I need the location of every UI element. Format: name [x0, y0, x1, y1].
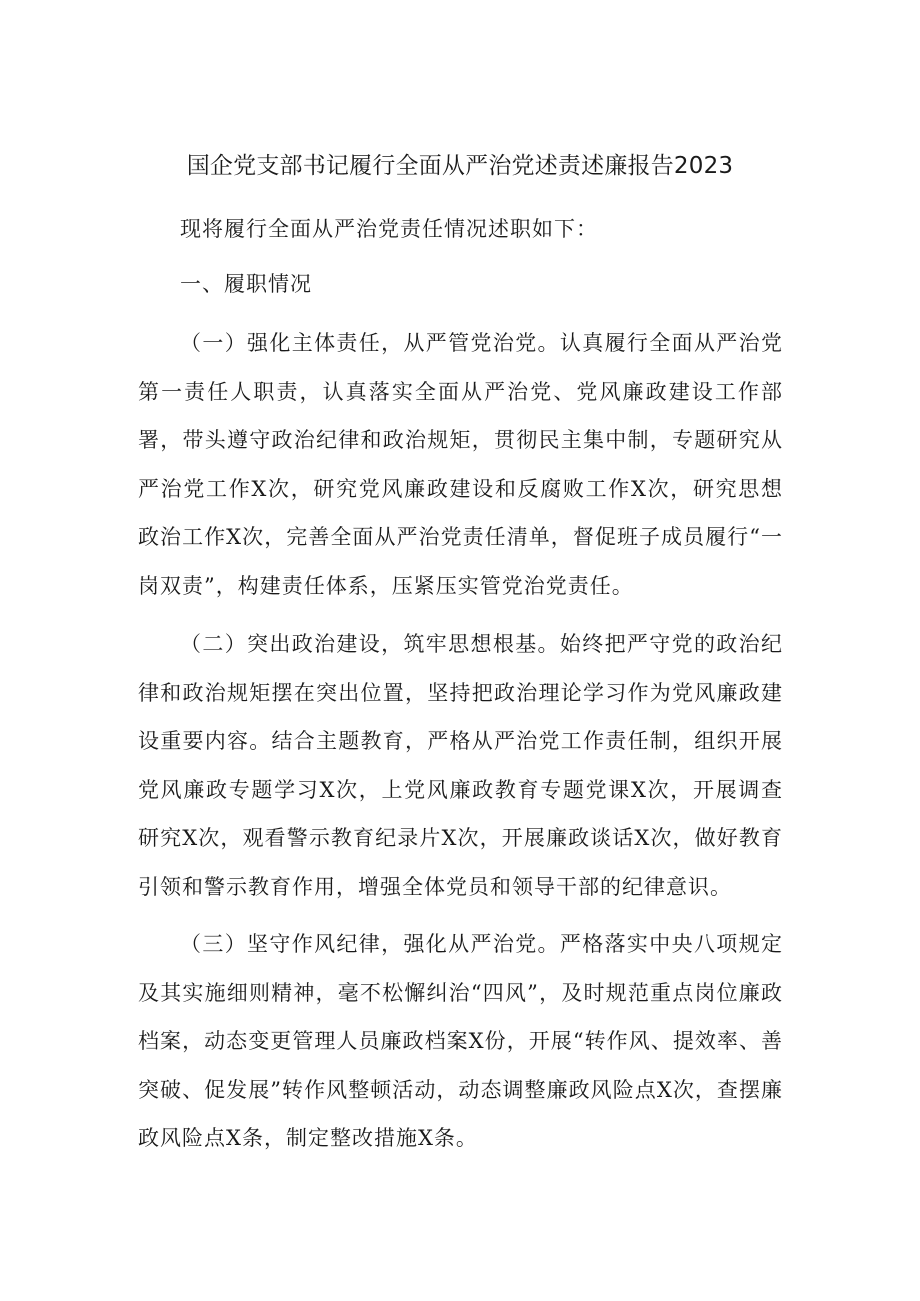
- section-heading: 一、履职情况: [180, 272, 312, 296]
- paragraph-3: （三）坚守作风纪律，强化从严治党。严格落实中央八项规定及其实施细则精神，毫不松懈纠治“四风”，及时规范重点岗位廉政档案，动态变更管理人员廉政档案X份，开展“转作风、提效率、善突破、促发展”转作风整顿活动，动态调整廉政风险点X次，查摆廉政风险点X条，制定整改措施X条。: [138, 932, 783, 1150]
- paragraph-2: （二）突出政治建设，筑牢思想根基。始终把严守党的政治纪律和政治规矩摆在突出位置，坚持把政治理论学习作为党风廉政建设重要内容。结合主题教育，严格从严治党工作责任制，组织开展党风廉政专题学习X次，上党风廉政教育专题党课X次，开展调查研究X次，观看警示教育纪录片X次，开展廉政谈话X次，做好教育引领和警示教育作用，增强全体党员和领导干部的纪律意识。: [138, 632, 783, 899]
- paragraph-1: （一）强化主体责任，从严管党治党。认真履行全面从严治党第一责任人职责，认真落实全面从严治党、党风廉政建设工作部署，带头遵守政治纪律和政治规矩，贯彻民主集中制，专题研究从严治党工作X次，研究党风廉政建设和反腐败工作X次，研究思想政治工作X次，完善全面从严治党责任清单，督促班子成员履行“一岗双责”，构建责任体系，压紧压实管党治党责任。: [138, 331, 783, 598]
- intro-paragraph: 现将履行全面从严治党责任情况述职如下：: [180, 217, 598, 241]
- document-title: 国企党支部书记履行全面从严治党述责述廉报告2023: [186, 153, 734, 179]
